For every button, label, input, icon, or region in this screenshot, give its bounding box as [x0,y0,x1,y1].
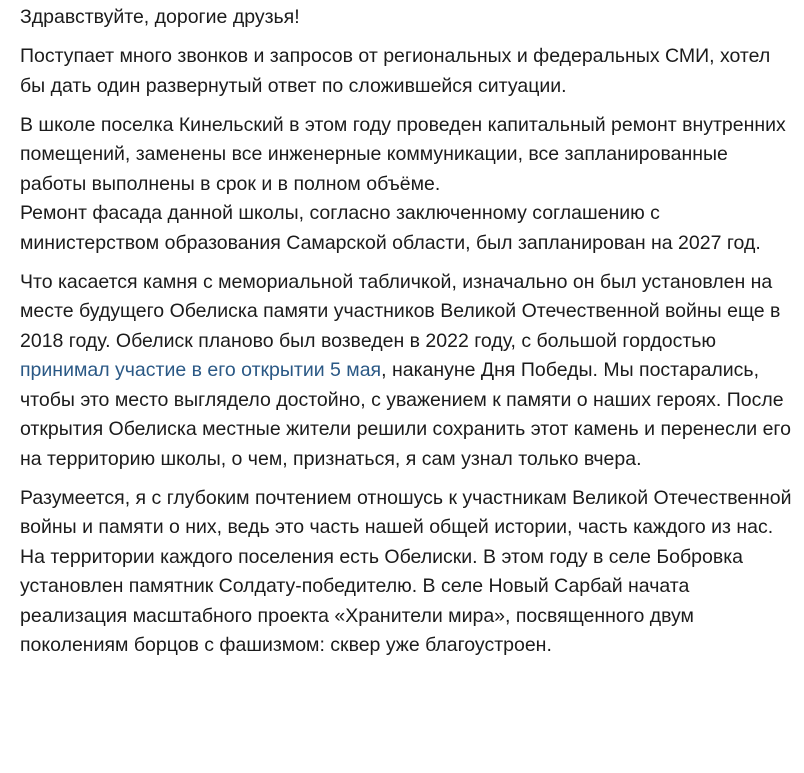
paragraph-memorial-stone [20,268,794,475]
renovation-sentence: В школе поселка Кинельский в этом году проведен капитальный ремонт внутренних помещений, заменены все инженерные коммуникации, все запланированные работы выполнены в срок и в полном объёме. [20,113,786,195]
facade-sentence: Ремонт фасада данной школы, согласно заключенному соглашению с министерством образования Самарской области, был запланирован на 2027 год. [20,202,761,254]
obelisk-opening-link[interactable]: принимал участие в его открытии 5 мая [20,359,382,381]
post-text [20,3,794,661]
memorial-text-before: Что касается камня с мемориальной табличкой, изначально он был установлен на месте будущего Обелиска памяти участников Великой Отечественной войны еще в 2018 году. Обелиск планово был возведен в 2022 году, с большой гордостью [20,270,781,352]
paragraph-school-renovation [20,111,794,259]
paragraph-respect-veterans: Разумеется, я с глубоким почтением отношусь к участникам Великой Отечественной войны и памяти о них, ведь это часть нашей общей истории, часть каждого из нас. На территории каждого поселения есть Обелиски. В этом году в селе Бобровка установлен памятник Солдату-победителю. В селе Новый Сарбай начата реализация масштабного проекта «Хранители мира», посвященного двум поколениям борцов с фашизмом: сквер уже благоустроен. [20,486,792,656]
greeting: Здравствуйте, дорогие друзья! [20,6,300,28]
paragraph-smi-requests: Поступает много звонков и запросов от региональных и федеральных СМИ, хотел бы дать один развернутый ответ по сложившейся ситуации. [20,45,771,97]
memorial-text-after: , накануне Дня Победы. Мы постарались, чтобы это место выглядело достойно, с уважением к памяти о наших героях. После открытия Обелиска местные жители решили сохранить этот камень и перенесли его на территорию школы, о чем, признаться, я сам узнал только вчера. [20,359,791,470]
